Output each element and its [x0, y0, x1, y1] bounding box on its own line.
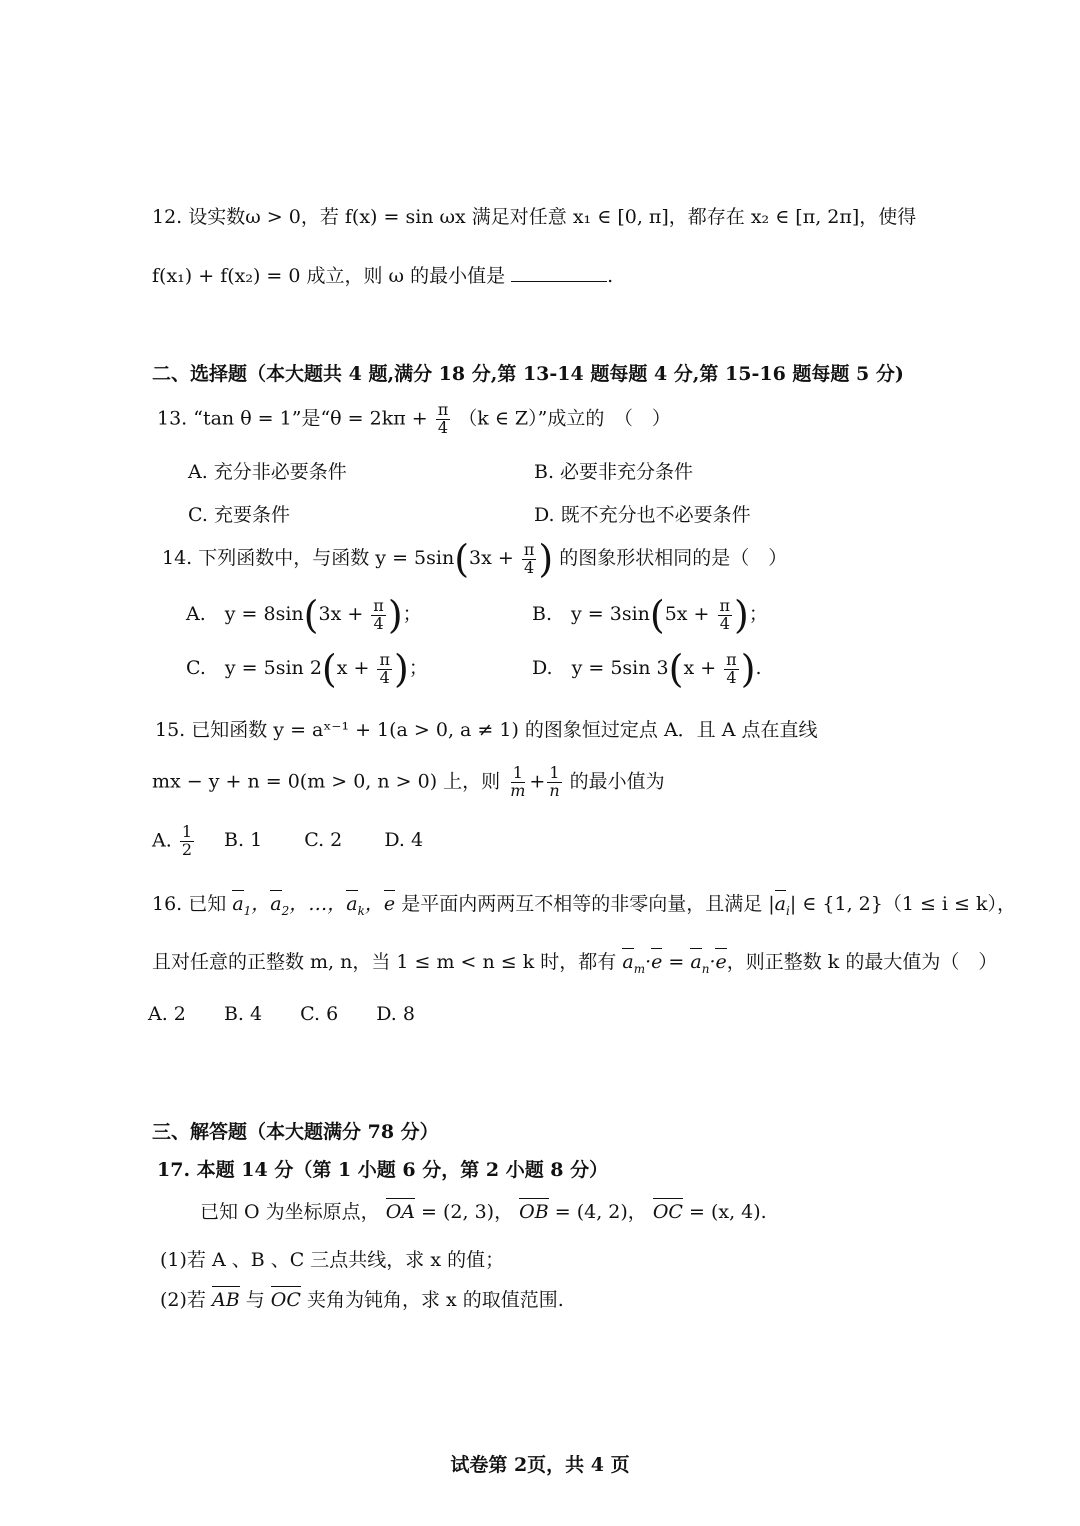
- q16-line2-a: 且对任意的正整数 m, n，当 1 ≤ m < n ≤ k 时，都有: [152, 951, 617, 973]
- q15-options: [152, 824, 423, 859]
- opt-inner: 3x +: [318, 603, 364, 625]
- q17-part2: [160, 1288, 564, 1313]
- paren-close: ): [740, 647, 756, 691]
- opt-inner: x +: [336, 657, 370, 679]
- frac-num: π: [719, 595, 731, 615]
- frac-num: 1: [549, 763, 560, 782]
- section2-title: 二、选择题（本大题共 4 题,满分 18 分,第 13-14 题每题 4 分,第 15-16 题每题 5 分): [152, 363, 904, 385]
- q16-option-c: C. 6: [300, 1003, 339, 1025]
- frac-den: m: [510, 780, 526, 800]
- q13-option-d: D. 既不充分也不必要条件: [534, 504, 751, 526]
- frac-num: π: [726, 649, 737, 669]
- q15-plus: +: [529, 770, 546, 793]
- q15-option-a: A.: [152, 829, 172, 852]
- frac-num: π: [379, 649, 390, 669]
- q17-given: [200, 1200, 767, 1225]
- paren-open: (: [321, 647, 337, 691]
- frac-den: 4: [523, 557, 535, 577]
- q17-part1: (1)若 A 、B 、C 三点共线，求 x 的值；: [160, 1249, 505, 1271]
- q13-stem-a: 13. “tan θ = 1”是“θ = 2kπ +: [157, 407, 428, 430]
- frac-den: 4: [379, 667, 390, 687]
- opt-prefix: C. y = 5sin 2: [186, 657, 322, 679]
- vector-ob: OB: [519, 1201, 549, 1223]
- vector-ab: AB: [211, 1289, 240, 1311]
- q13-option-c: C. 充要条件: [188, 504, 290, 526]
- opt-end: ；: [408, 657, 428, 679]
- q14-option-a: [186, 593, 422, 637]
- q17-part2-mid: 与: [245, 1289, 265, 1311]
- q16-line1: [152, 892, 1016, 919]
- q14-stem-b: 的图象形状相同的是（ ）: [559, 547, 788, 569]
- vector-oa-value: = (2, 3)，: [415, 1201, 514, 1223]
- opt-fraction: [377, 649, 392, 687]
- q16-line2-b: ，则正整数 k 的最大值为（ ）: [726, 951, 998, 973]
- q16-option-d: D. 8: [376, 1003, 415, 1025]
- frac-num: π: [437, 400, 449, 419]
- vector-oc-value: = (x, 4).: [682, 1201, 767, 1223]
- opt-end: ；: [748, 603, 768, 625]
- paren-open: (: [668, 647, 684, 691]
- opt-inner: x +: [683, 657, 717, 679]
- frac-num: 1: [512, 763, 523, 782]
- opt-fraction: [724, 649, 739, 687]
- opt-inner: 5x +: [664, 603, 710, 625]
- section3-title: 三、解答题（本大题满分 78 分）: [152, 1121, 439, 1143]
- q13-option-a: A. 充分非必要条件: [188, 461, 347, 483]
- q15-line2-b: 的最小值为: [569, 770, 665, 793]
- q16-line1-c: ∈ {1, 2}（1 ≤ i ≤ k），: [802, 893, 1017, 915]
- q14-fraction: [522, 539, 537, 577]
- q15-option-b: B. 1: [224, 829, 263, 852]
- q15-line1: 15. 已知函数 y = aˣ⁻¹ + 1(a > 0, a ≠ 1) 的图象恒过定点 A．且 A 点在直线: [155, 719, 818, 741]
- q15-line2-a: mx − y + n = 0(m > 0, n > 0) 上，则: [152, 770, 501, 793]
- q15-option-d: D. 4: [384, 829, 424, 852]
- q12-line1: 12. 设实数ω > 0，若 f(x) = sin ωx 满足对任意 x₁ ∈ [0, π]，都存在 x₂ ∈ [π, 2π]，使得: [152, 206, 917, 228]
- frac-den: 4: [726, 667, 737, 687]
- paren-close: ): [387, 593, 403, 637]
- vector-ob-value: = (4, 2)，: [548, 1201, 647, 1223]
- vector-oc: OC: [652, 1201, 683, 1223]
- frac-num: π: [373, 595, 384, 615]
- answer-blank: [511, 263, 607, 282]
- opt-fraction: [371, 595, 386, 633]
- q15-frac-m: [508, 765, 527, 800]
- paren-close: ): [734, 593, 749, 637]
- dot-product-equation: $a_m\cdot e = a_n\cdot e$: [622, 951, 727, 976]
- paren-close: ): [538, 537, 554, 581]
- q12-line2-text: f(x₁) + f(x₂) = 0 成立，则 ω 的最小值是: [152, 265, 506, 287]
- opt-prefix: A. y = 8sin: [186, 603, 304, 625]
- q17-given-a: 已知 O 为坐标原点，: [200, 1201, 380, 1223]
- opt-prefix: D. y = 5sin 3: [532, 657, 669, 679]
- vector-oa: OA: [385, 1201, 416, 1223]
- vector-norm: $|a_i|$: [768, 893, 797, 918]
- q13-fraction: [436, 402, 451, 437]
- frac-den: 2: [181, 839, 192, 859]
- frac-den: 4: [373, 613, 384, 633]
- q16-option-b: B. 4: [223, 1003, 263, 1025]
- frac-den: 4: [719, 613, 730, 633]
- frac-num: 1: [181, 822, 192, 841]
- q14-option-c: [186, 647, 428, 691]
- paren-close: ): [394, 647, 409, 691]
- q14-option-d: [532, 647, 762, 691]
- page-footer: 试卷第 2页，共 4 页: [450, 1454, 630, 1476]
- q14-option-b: [532, 593, 768, 637]
- q12-line2: [152, 263, 613, 289]
- frac-num: π: [523, 539, 535, 559]
- q16-line1-b: 是平面内两两互不相等的非零向量，且满足: [401, 893, 763, 915]
- q14-stem-a: 14. 下列函数中，与函数 y = 5sin: [162, 547, 455, 569]
- opt-prefix: B. y = 3sin: [532, 603, 650, 625]
- opt-end: .: [755, 657, 762, 679]
- q16-line2: [152, 950, 997, 977]
- paren-open: (: [303, 593, 319, 637]
- frac-den: 4: [437, 417, 449, 437]
- q13-option-b: B. 必要非充分条件: [534, 461, 694, 483]
- q15-frac-n: [547, 765, 561, 800]
- q16-options: [148, 1002, 415, 1027]
- q15-line2: [152, 765, 665, 800]
- paren-open: (: [649, 593, 665, 637]
- q17-part2-a: (2)若: [160, 1289, 206, 1311]
- q15-option-c: C. 2: [304, 829, 343, 852]
- q17-part2-b: 夹角为钝角，求 x 的取值范围.: [306, 1289, 564, 1311]
- q12-line2-end: .: [607, 265, 614, 287]
- opt-end: ；: [402, 603, 422, 625]
- q13-stem: [157, 402, 671, 437]
- q17-title: 17. 本题 14 分（第 1 小题 6 分，第 2 小题 8 分）: [157, 1159, 609, 1181]
- vector-list: $a_1$，$a_2$，…，$a_k$，e: [232, 893, 396, 918]
- q16-line1-a: 16. 已知: [152, 893, 227, 915]
- vector-oc-2: OC: [270, 1289, 301, 1311]
- opt-fraction: [718, 595, 733, 633]
- q13-stem-b: （k ∈ Z）”成立的 （ ）: [458, 407, 671, 430]
- q16-option-a: A. 2: [148, 1003, 186, 1025]
- q15-option-a-fraction: [180, 824, 194, 859]
- paren-open: (: [454, 537, 470, 581]
- frac-den: n: [549, 780, 560, 800]
- q14-stem-in: 3x +: [469, 547, 514, 569]
- q14-stem: [162, 537, 788, 581]
